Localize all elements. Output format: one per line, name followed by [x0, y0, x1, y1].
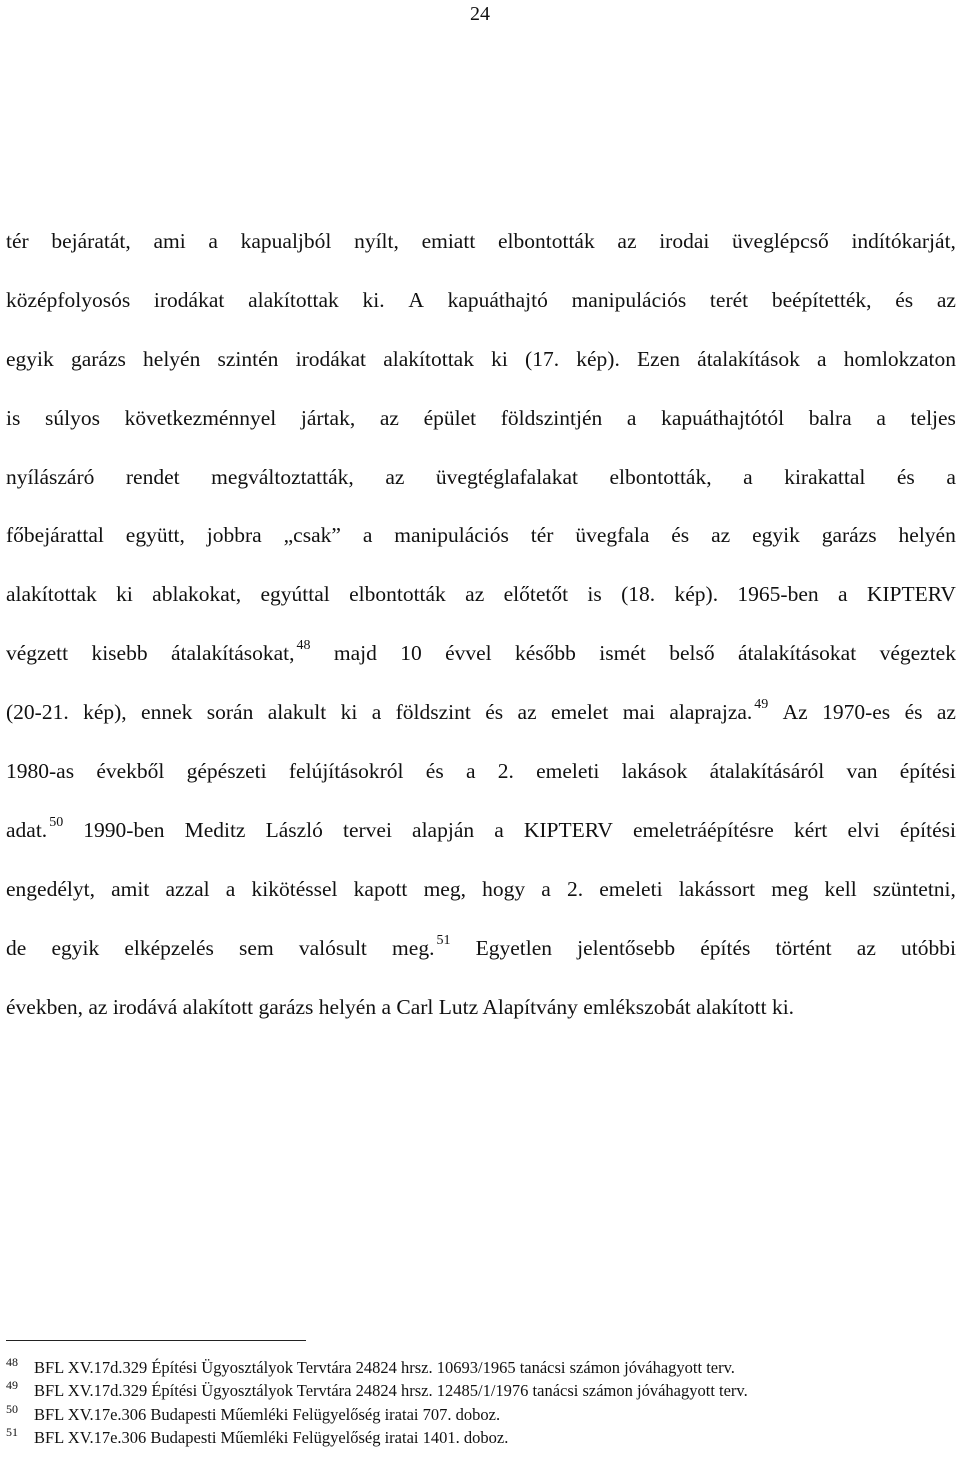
- word: főbejárattal: [6, 523, 104, 548]
- word: majd: [333, 641, 377, 666]
- word: indítókarját,: [851, 229, 956, 253]
- word: irodai: [659, 229, 710, 253]
- word: egyik: [51, 935, 100, 960]
- word: üvegtéglafalakat: [435, 464, 578, 489]
- word: az: [856, 935, 876, 960]
- word: az: [711, 523, 731, 548]
- word: jobbra: [206, 523, 262, 548]
- word: meg,: [423, 876, 466, 901]
- word: alapján: [412, 817, 475, 842]
- word: alaprajza. $^{49}$: [669, 697, 769, 725]
- word: homlokzaton: [843, 346, 956, 371]
- text-line: [6, 624, 956, 683]
- word: nyílászáró: [6, 464, 95, 489]
- footnotes: [6, 1356, 956, 1449]
- word: egyúttal: [260, 582, 330, 607]
- word: emeletráépítésre: [633, 817, 774, 842]
- word: és: [485, 700, 504, 725]
- word: KIPTERV: [866, 582, 956, 607]
- text-line: [6, 565, 956, 624]
- word: helyén: [898, 523, 956, 548]
- footnote-reference[interactable]: 49: [754, 697, 769, 713]
- word: a: [225, 876, 236, 901]
- word: előtetőt: [503, 582, 569, 607]
- word: évvel: [445, 641, 492, 666]
- footnote-text: BFL XV.17d.329 Építési Ügyosztályok Tervtára 24824 hrsz. 12485/1/1976 tanácsi számon jóváhagyott terv.: [34, 1381, 748, 1401]
- word: László: [265, 817, 323, 842]
- word: egyik: [6, 346, 54, 371]
- word: A: [408, 287, 424, 312]
- word: kép).: [576, 346, 620, 371]
- word: belső: [669, 641, 715, 666]
- footnote-reference[interactable]: 50: [49, 814, 64, 830]
- word: a: [876, 405, 886, 430]
- word: szüntetni,: [872, 876, 956, 901]
- word: és: [671, 523, 690, 548]
- word: Az: [782, 700, 808, 725]
- word: Ezen: [637, 346, 680, 371]
- word: is: [6, 405, 21, 430]
- word: alakult: [267, 700, 327, 725]
- word: az: [936, 287, 956, 312]
- word: 2.: [497, 759, 514, 784]
- word: ki: [116, 582, 133, 607]
- word: átalakításokat: [738, 641, 857, 666]
- word: az: [385, 464, 405, 489]
- word: mai: [622, 700, 655, 725]
- footnote-number: 48: [6, 1355, 18, 1369]
- word: tér: [6, 229, 29, 253]
- word: irodákat: [295, 346, 367, 371]
- word: (20-21.: [6, 700, 69, 725]
- word: elvi: [847, 817, 880, 842]
- word: a: [541, 876, 551, 901]
- word: de: [6, 935, 27, 960]
- word: a: [817, 346, 827, 371]
- word: is: [587, 582, 602, 607]
- word: építés: [700, 935, 751, 960]
- word: Egyetlen: [475, 935, 553, 960]
- word: tervei: [342, 817, 392, 842]
- word: és: [904, 700, 923, 725]
- footnote-50: [6, 1403, 956, 1426]
- word: emiatt: [421, 229, 476, 253]
- word: azzal: [165, 876, 210, 901]
- word: 1970-es: [822, 700, 891, 725]
- word: az: [936, 700, 956, 725]
- footnote-reference[interactable]: 48: [296, 638, 311, 654]
- text-line-last: években, az irodává alakított garázs helyén a Carl Lutz Alapítvány emlékszobát alakított ki.: [6, 994, 795, 1019]
- word: ami: [153, 229, 186, 253]
- word: tér: [530, 523, 554, 548]
- word: ismét: [599, 641, 646, 666]
- word: kért: [793, 817, 828, 842]
- word: „csak”: [283, 523, 341, 548]
- word: elképzelés: [124, 935, 214, 960]
- footnote-text: BFL XV.17e.306 Budapesti Műemléki Felügyelőség iratai 1401. doboz.: [34, 1427, 509, 1447]
- word: balra: [808, 405, 852, 430]
- word: történt: [775, 935, 832, 960]
- word: lakássort: [678, 876, 756, 901]
- word: jelentősebb: [577, 935, 676, 960]
- word: van: [846, 759, 878, 784]
- word: üveglépcső: [732, 229, 829, 253]
- footnote-51: [6, 1426, 956, 1449]
- word: végzett: [6, 641, 69, 666]
- word: átalakítások: [697, 346, 800, 371]
- word: földszintjén: [500, 405, 603, 430]
- word: kép),: [83, 700, 127, 725]
- word: épület: [423, 405, 477, 430]
- word: ki: [340, 700, 358, 725]
- word: a: [494, 817, 504, 842]
- word: az: [517, 700, 537, 725]
- word: irodákat: [153, 287, 225, 312]
- word: garázs: [821, 523, 877, 548]
- word: utóbbi: [901, 935, 956, 960]
- word: 1965-ben: [737, 582, 819, 607]
- word: megváltoztatták,: [211, 464, 354, 489]
- word: és: [895, 287, 914, 312]
- word: az: [379, 405, 399, 430]
- word: az: [465, 582, 485, 607]
- word: egyik: [752, 523, 800, 548]
- word: emeleti: [536, 759, 600, 784]
- text-line: [6, 389, 956, 448]
- word: következménnyel: [124, 405, 277, 430]
- word: a: [837, 582, 848, 607]
- word: kirakattal: [784, 464, 866, 489]
- word: és: [896, 464, 915, 489]
- text-line: [6, 330, 956, 389]
- word: kapuáthajtó: [447, 287, 548, 312]
- word: 10: [400, 641, 422, 666]
- word: bejáratát,: [51, 229, 131, 253]
- word: kisebb: [91, 641, 148, 666]
- word: kép).: [674, 582, 719, 607]
- word: üvegfala: [575, 523, 650, 548]
- word: a: [626, 405, 637, 430]
- word: manipulációs: [394, 523, 509, 548]
- word: beépítették,: [771, 287, 872, 312]
- word: adat. $^{50}$: [6, 814, 64, 842]
- word: a: [362, 523, 373, 548]
- word: valósult: [298, 935, 367, 960]
- word: amit: [111, 876, 150, 901]
- word: ki.: [362, 287, 385, 312]
- word: szintén: [217, 346, 279, 371]
- footnote-48: [6, 1356, 956, 1379]
- word: súlyos: [44, 405, 100, 430]
- word: építési: [899, 759, 956, 784]
- word: emeleti: [599, 876, 663, 901]
- word: kell: [824, 876, 857, 901]
- word: 2.: [566, 876, 584, 901]
- footnote-49: [6, 1379, 956, 1402]
- word: KIPTERV: [523, 817, 613, 842]
- text-line: [6, 801, 956, 860]
- word: átalakításáról: [709, 759, 825, 784]
- word: során: [206, 700, 254, 725]
- word: sem: [239, 935, 274, 960]
- text-line: [6, 506, 956, 565]
- word: Meditz: [184, 817, 246, 842]
- word: kapuáthajtótól: [661, 405, 785, 430]
- word: 1990-ben: [83, 817, 165, 842]
- word: együtt,: [125, 523, 185, 548]
- word: a: [465, 759, 476, 784]
- footnote-number: 50: [6, 1401, 18, 1416]
- word: ablakokat,: [152, 582, 242, 607]
- word: átalakításokat, $^{48}$: [170, 638, 311, 666]
- word: az: [617, 229, 637, 253]
- text-line: [6, 919, 956, 978]
- word: ki: [491, 346, 508, 371]
- word: kapott: [353, 876, 408, 901]
- word: földszint: [395, 700, 471, 725]
- footnote-number: 51: [6, 1424, 18, 1439]
- word: később: [515, 641, 576, 666]
- text-line: [6, 271, 956, 330]
- word: teljes: [910, 405, 956, 430]
- word: alakítottak: [6, 582, 97, 607]
- word: nyílt,: [354, 229, 399, 253]
- word: rendet: [125, 464, 180, 489]
- word: alakítottak: [248, 287, 339, 312]
- word: manipulációs: [571, 287, 687, 312]
- word: a: [208, 229, 218, 253]
- footnote-divider: [6, 1340, 306, 1341]
- word: és: [425, 759, 444, 784]
- word: gépészeti: [186, 759, 267, 784]
- word: végeztek: [879, 641, 956, 666]
- word: helyén: [143, 346, 201, 371]
- body-text: [6, 212, 956, 1036]
- footnote-text: BFL XV.17d.329 Építési Ügyosztályok Tervtára 24824 hrsz. 10693/1965 tanácsi számon jóváhagyott terv.: [34, 1358, 735, 1377]
- word: terét: [709, 287, 749, 312]
- word: elbontották: [497, 229, 595, 253]
- word: garázs: [70, 346, 126, 371]
- word: évekből: [96, 759, 165, 784]
- word: felújításokról: [288, 759, 404, 784]
- text-line: [6, 448, 956, 507]
- word: meg. $^{51}$: [392, 932, 451, 960]
- word: jártak,: [300, 405, 356, 430]
- text-line: [6, 683, 956, 742]
- word: (18.: [621, 582, 656, 607]
- word: (17.: [525, 346, 560, 371]
- word: kapualjból: [240, 229, 332, 253]
- word: építési: [899, 817, 956, 842]
- footnote-text: BFL XV.17e.306 Budapesti Műemléki Felügyelőség iratai 707. doboz.: [34, 1404, 501, 1424]
- text-line: [6, 742, 956, 801]
- word: hogy: [482, 876, 526, 901]
- word: középfolyosós: [6, 287, 131, 312]
- word: a: [743, 464, 753, 489]
- word: elbontották,: [609, 464, 712, 489]
- word: lakások: [621, 759, 688, 784]
- word: a: [946, 464, 956, 489]
- word: elbontották: [349, 582, 446, 607]
- word: engedélyt,: [6, 876, 95, 901]
- word: meg: [771, 876, 809, 901]
- footnote-number: 49: [6, 1378, 18, 1393]
- page-number: 24: [470, 3, 490, 25]
- text-line: [6, 860, 956, 919]
- footnote-reference[interactable]: 51: [436, 932, 451, 948]
- word: kikötéssel: [251, 876, 338, 901]
- text-line: [6, 212, 956, 271]
- word: alakítottak: [383, 346, 474, 371]
- word: 1980-as: [6, 759, 75, 784]
- word: emelet: [551, 700, 609, 725]
- word: ennek: [141, 700, 193, 725]
- word: a: [371, 700, 382, 725]
